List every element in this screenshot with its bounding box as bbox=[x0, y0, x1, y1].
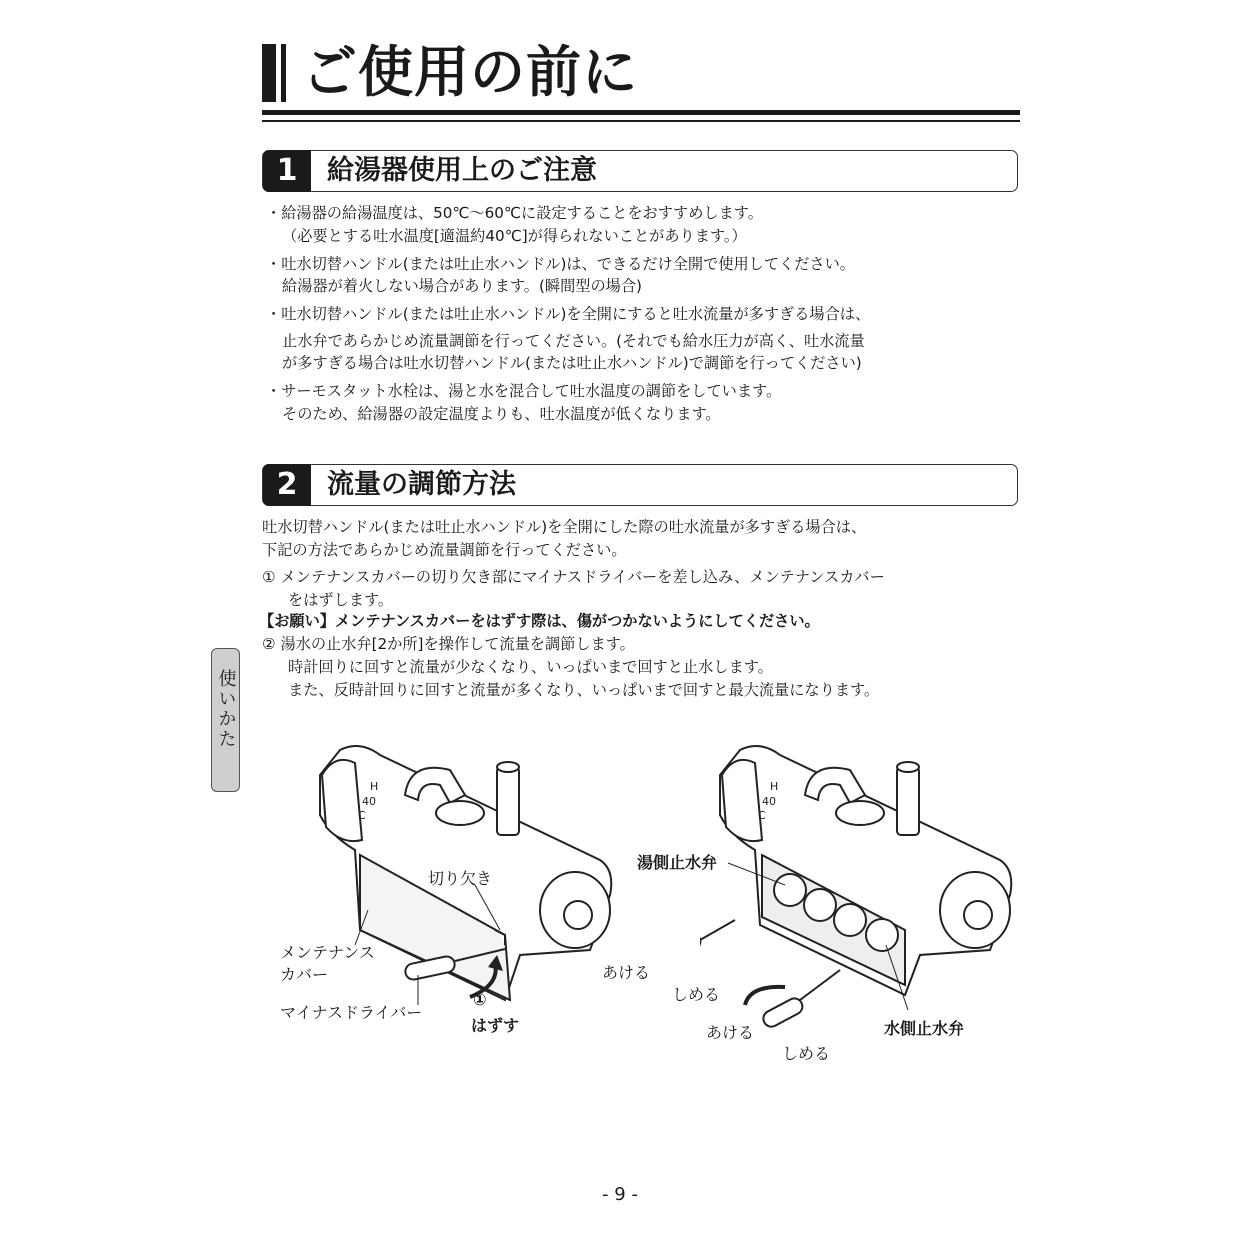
s1-line: が多すぎる場合は吐水切替ハンドル(または吐止水ハンドル)で調節を行ってください) bbox=[282, 354, 862, 372]
page-title: ご使用の前に bbox=[302, 40, 639, 104]
screwdriver-icon bbox=[700, 931, 703, 965]
cold-valve-label: 水側止水弁 bbox=[884, 1019, 965, 1038]
driver-label: マイナスドライバー bbox=[280, 1003, 423, 1022]
hot-valve-label: 湯側止水弁 bbox=[637, 853, 718, 872]
s2-line: ② 湯水の止水弁[2か所]を操作して流量を調節します。 bbox=[262, 635, 635, 653]
faucet-valves-illustration bbox=[700, 735, 1020, 1035]
section1-title: 給湯器使用上のご注意 bbox=[327, 155, 597, 186]
close-label-1: しめる bbox=[672, 985, 721, 1004]
s2-request: 【お願い】メンテナンスカバーをはずす際は、傷がつかないようにしてください。 bbox=[259, 612, 820, 630]
section2-title: 流量の調節方法 bbox=[327, 469, 516, 500]
side-tab-usage bbox=[211, 648, 240, 792]
open-label-1: あける bbox=[602, 963, 651, 982]
s1-line: ・サーモスタット水栓は、湯と水を混合して吐水温度の調節をしています。 bbox=[266, 382, 782, 400]
s1-line: 給湯器が着火しない場合があります。(瞬間型の場合) bbox=[282, 277, 642, 295]
dial-40-label: 40 bbox=[362, 795, 376, 808]
step-number: ① bbox=[473, 990, 487, 1009]
s2-line: 時計回りに回すと流量が少なくなり、いっぱいまで回すと止水します。 bbox=[288, 658, 773, 676]
s2-line: 吐水切替ハンドル(または吐止水ハンドル)を全開にした際の吐水流量が多すぎる場合は、 bbox=[262, 518, 867, 536]
dial-h-label-r: H bbox=[770, 780, 779, 793]
section2-header bbox=[262, 464, 1018, 506]
title-rule bbox=[262, 110, 1020, 115]
dial-40-label-r: 40 bbox=[762, 795, 776, 808]
open-label-2: あける bbox=[706, 1023, 755, 1042]
page-number: - 9 - bbox=[602, 1184, 638, 1205]
section1-number: 1 bbox=[263, 150, 311, 192]
s2-line: 下記の方法であらかじめ流量調節を行ってください。 bbox=[262, 541, 627, 559]
dial-c-label-r: C bbox=[758, 809, 766, 822]
screwdriver-icon bbox=[761, 996, 806, 1030]
side-tab-label: 使いかた bbox=[215, 669, 237, 749]
title-rule-thin bbox=[262, 120, 1020, 122]
s1-line: ・吐水切替ハンドル(または吐止水ハンドル)は、できるだけ全開で使用してください。 bbox=[266, 255, 855, 273]
step-label: はずす bbox=[471, 1016, 520, 1035]
s1-line: （必要とする吐水温度[適温約40℃]が得られないことがあります。） bbox=[282, 227, 747, 245]
s2-line: また、反時計回りに回すと流量が多くなり、いっぱいまで回すと最大流量になります。 bbox=[288, 681, 880, 699]
section2-number: 2 bbox=[263, 464, 311, 506]
section1-header bbox=[262, 150, 1018, 192]
s2-line: をはずします。 bbox=[288, 591, 394, 609]
cover-label-2: カバー bbox=[280, 965, 329, 984]
cold-valve-icon bbox=[866, 919, 898, 951]
s1-line: 止水弁であらかじめ流量調節を行ってください。(それでも給水圧力が高く、吐水流量 bbox=[282, 332, 865, 350]
s1-line: そのため、給湯器の設定温度よりも、吐水温度が低くなります。 bbox=[282, 405, 721, 423]
s1-line: ・吐水切替ハンドル(または吐止水ハンドル)を全開にすると吐水流量が多すぎる場合は、 bbox=[266, 305, 871, 323]
cover-label-1: メンテナンス bbox=[280, 943, 375, 962]
notch-label: 切り欠き bbox=[428, 869, 493, 888]
rotate-arrow-icon bbox=[745, 987, 785, 1005]
s1-line: ・給湯器の給湯温度は、50℃～60℃に設定することをおすすめします。 bbox=[266, 204, 763, 222]
dial-c-label: C bbox=[358, 809, 366, 822]
hot-valve-icon bbox=[774, 874, 806, 906]
close-label-2: しめる bbox=[782, 1044, 831, 1063]
s2-line: ① メンテナンスカバーの切り欠き部にマイナスドライバーを差し込み、メンテナンスカバー bbox=[262, 568, 885, 586]
dial-h-label: H bbox=[370, 780, 379, 793]
